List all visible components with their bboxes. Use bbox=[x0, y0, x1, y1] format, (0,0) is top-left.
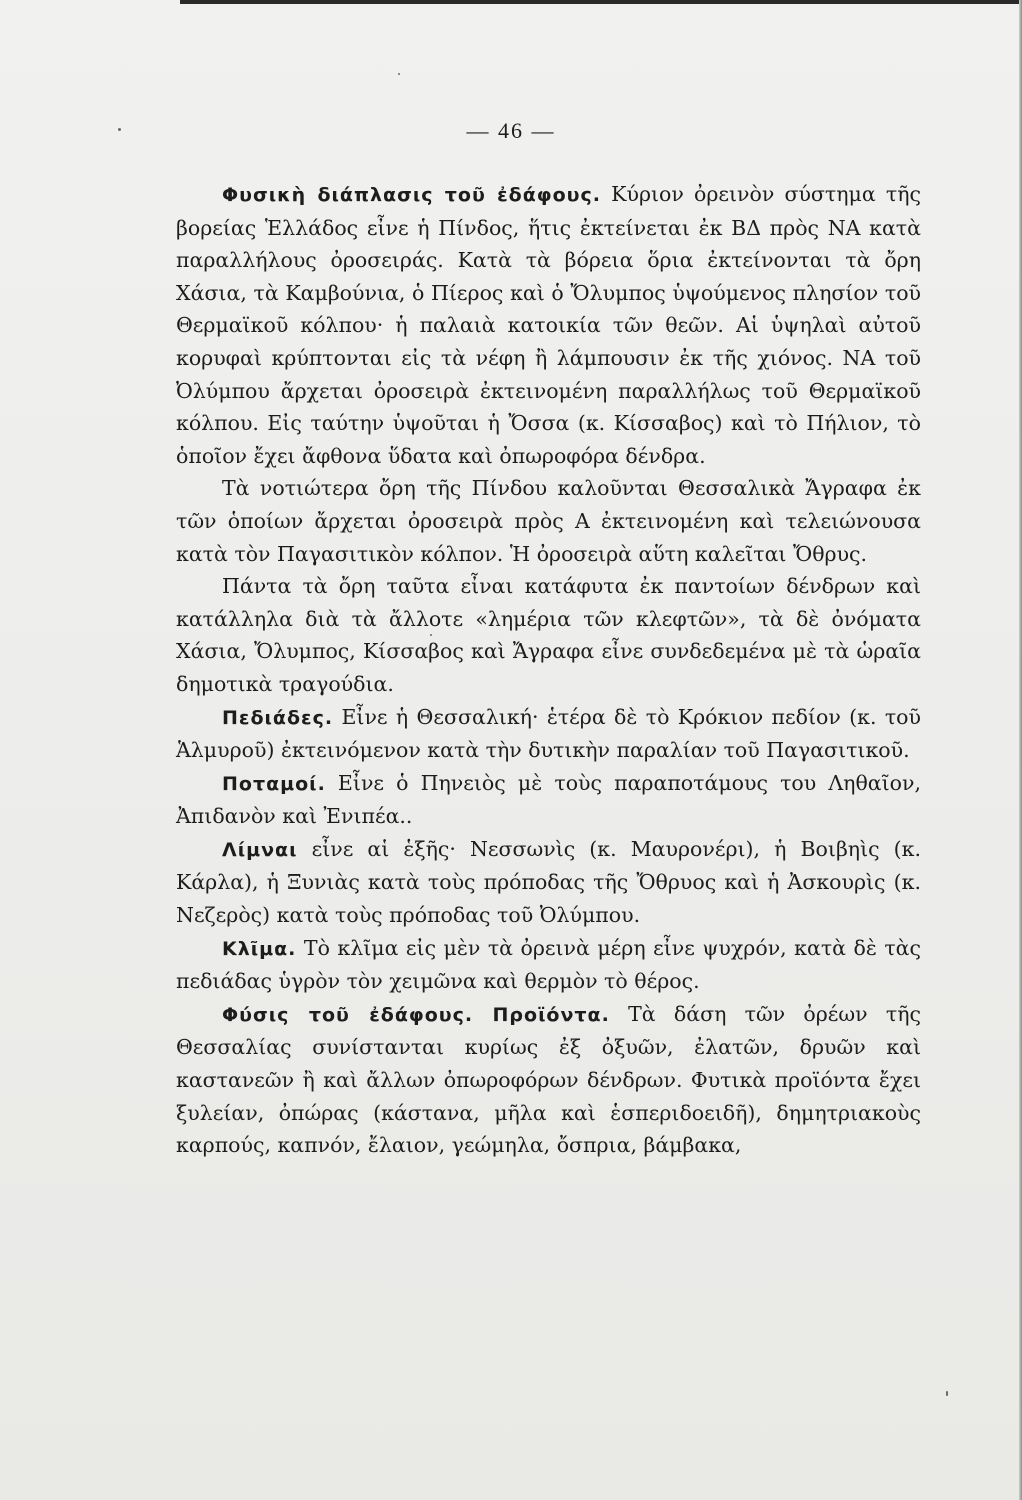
paragraph-soil-products bbox=[176, 998, 921, 1162]
scan-speck bbox=[398, 73, 400, 75]
paragraph-climate bbox=[176, 932, 921, 998]
section-heading-physical-formation: Φυσικὴ διάπλασις τοῦ ἐδάφους. bbox=[222, 184, 601, 206]
paragraph-plains bbox=[176, 701, 921, 767]
page-number: — 46 — bbox=[466, 118, 556, 143]
scan-speck bbox=[430, 634, 432, 636]
scan-edge-top bbox=[180, 0, 1022, 4]
section-heading-plains: Πεδιάδες. bbox=[222, 706, 334, 729]
paragraph-physical-formation bbox=[176, 178, 921, 472]
paragraph-text: Τὰ δάση τῶν ὀρέων τῆς Θεσσαλίας συνίστανται κυρίως ἐξ ὀξυῶν, ἐλατῶν, δρυῶν καὶ καστανεῶν ἢ καὶ ἄλλων ὀπωροφόρων δένδρων. Φυτικὰ προϊόντα ἔχει ξυλείαν, ὀπώρας (κάστανα, μῆλα καὶ ἑσπεριδοειδῆ), δημητριακοὺς καρπούς, καπνόν, ἔλαιον, γεώμηλα, ὄσπρια, βάμβακα, bbox=[176, 1001, 921, 1158]
paragraph-lakes bbox=[176, 833, 921, 932]
paragraph-text: Κύριον ὀρεινὸν σύστημα τῆς βορείας Ἑλλάδος εἶνε ἡ Πίνδος, ἥτις ἐκτείνεται ἐκ ΒΔ πρὸς ΝΑ κατὰ παραλλήλους ὀροσειράς. Κατὰ τὰ βόρεια ὅρια ἐκτείνονται τὰ ὄρη Χάσια, τὰ Καμβούνια, ὁ Πίερος καὶ ὁ Ὄλυμπος ὑψούμενος πλησίον τοῦ Θερμαϊκοῦ κόλπου· ἡ παλαιὰ κατοικία τῶν θεῶν. Αἱ ὑψηλαὶ αὐτοῦ κορυφαὶ κρύπτονται εἰς τὰ νέφη ἢ λάμπουσιν ἐκ τῆς χιόνος. ΝΑ τοῦ Ὀλύμπου ἄρχεται ὀροσειρὰ ἐκτεινομένη παραλλήλως τοῦ Θερμαϊκοῦ κόλπου. Εἰς ταύτην ὑψοῦται ἡ Ὄσσα (κ. Κίσσαβος) καὶ τὸ Πήλιον, τὸ ὁποῖον ἔχει ἄφθονα ὕδατα καὶ ὀπωροφόρα δένδρα. bbox=[176, 182, 921, 468]
section-heading-rivers: Ποταμοί. bbox=[222, 772, 326, 795]
paragraph-southern-mountains bbox=[176, 472, 921, 570]
paragraph-rivers bbox=[176, 767, 921, 833]
paragraph-text: Πάντα τὰ ὄρη ταῦτα εἶναι κατάφυτα ἐκ παντοίων δένδρων καὶ κατάλληλα διὰ τὰ ἄλλοτε «λημέρια τῶν κλεφτῶν», τὰ δὲ ὀνόματα Χάσια, Ὄλυμπος, Κίσσαβος καὶ Ἄγραφα εἶνε συνδεδεμένα μὲ τὰ ὡραῖα δημοτικὰ τραγούδια. bbox=[176, 574, 921, 696]
paragraph-text: εἶνε αἱ ἑξῆς· Νεσσωνὶς (κ. Μαυρονέρι), ἡ Βοιβηὶς (κ. Κάρλα), ἡ Ξυνιὰς κατὰ τοὺς πρόποδας τῆς Ὄθρυος καὶ ἡ Ἀσκουρὶς (κ. Νεζερὸς) κατὰ τοὺς πρόποδας τοῦ Ὀλύμπου. bbox=[176, 836, 921, 928]
section-heading-soil-products: Φύσις τοῦ ἐδάφους. Προϊόντα. bbox=[222, 1003, 610, 1026]
paragraph-text: Τὰ νοτιώτερα ὄρη τῆς Πίνδου καλοῦνται Θεσσαλικὰ Ἄγραφα ἐκ τῶν ὁποίων ἄρχεται ὀροσειρὰ πρὸς Α ἐκτεινομένη καὶ τελειώνουσα κατὰ τὸν Παγασιτικὸν κόλπον. Ἡ ὀροσειρὰ αὕτη καλεῖται Ὄθρυς. bbox=[176, 476, 921, 566]
scan-speck bbox=[118, 128, 121, 131]
section-heading-climate: Κλῖμα. bbox=[222, 937, 297, 960]
paragraph-forested-mountains bbox=[176, 570, 921, 700]
paragraph-text: Εἶνε ὁ Πηνειὸς μὲ τοὺς παραποτάμους του Ληθαῖον, Ἀπιδανὸν καὶ Ἐνιπέα.. bbox=[176, 770, 921, 829]
scan-speck bbox=[946, 1391, 948, 1396]
paragraph-text: Τὸ κλῖμα εἰς μὲν τὰ ὀρεινὰ μέρη εἶνε ψυχρόν, κατὰ δὲ τὰς πεδιάδας ὑγρὸν τὸν χειμῶνα καὶ θερμὸν τὸ θέρος. bbox=[176, 935, 921, 994]
paragraph-text: Εἶνε ἡ Θεσσαλική· ἑτέρα δὲ τὸ Κρόκιον πεδίον (κ. τοῦ Ἁλμυροῦ) ἐκτεινόμενον κατὰ τὴν δυτικὴν παραλίαν τοῦ Παγασιτικοῦ. bbox=[176, 704, 921, 763]
body-text bbox=[176, 178, 921, 1162]
section-heading-lakes: Λίμναι bbox=[222, 838, 298, 861]
